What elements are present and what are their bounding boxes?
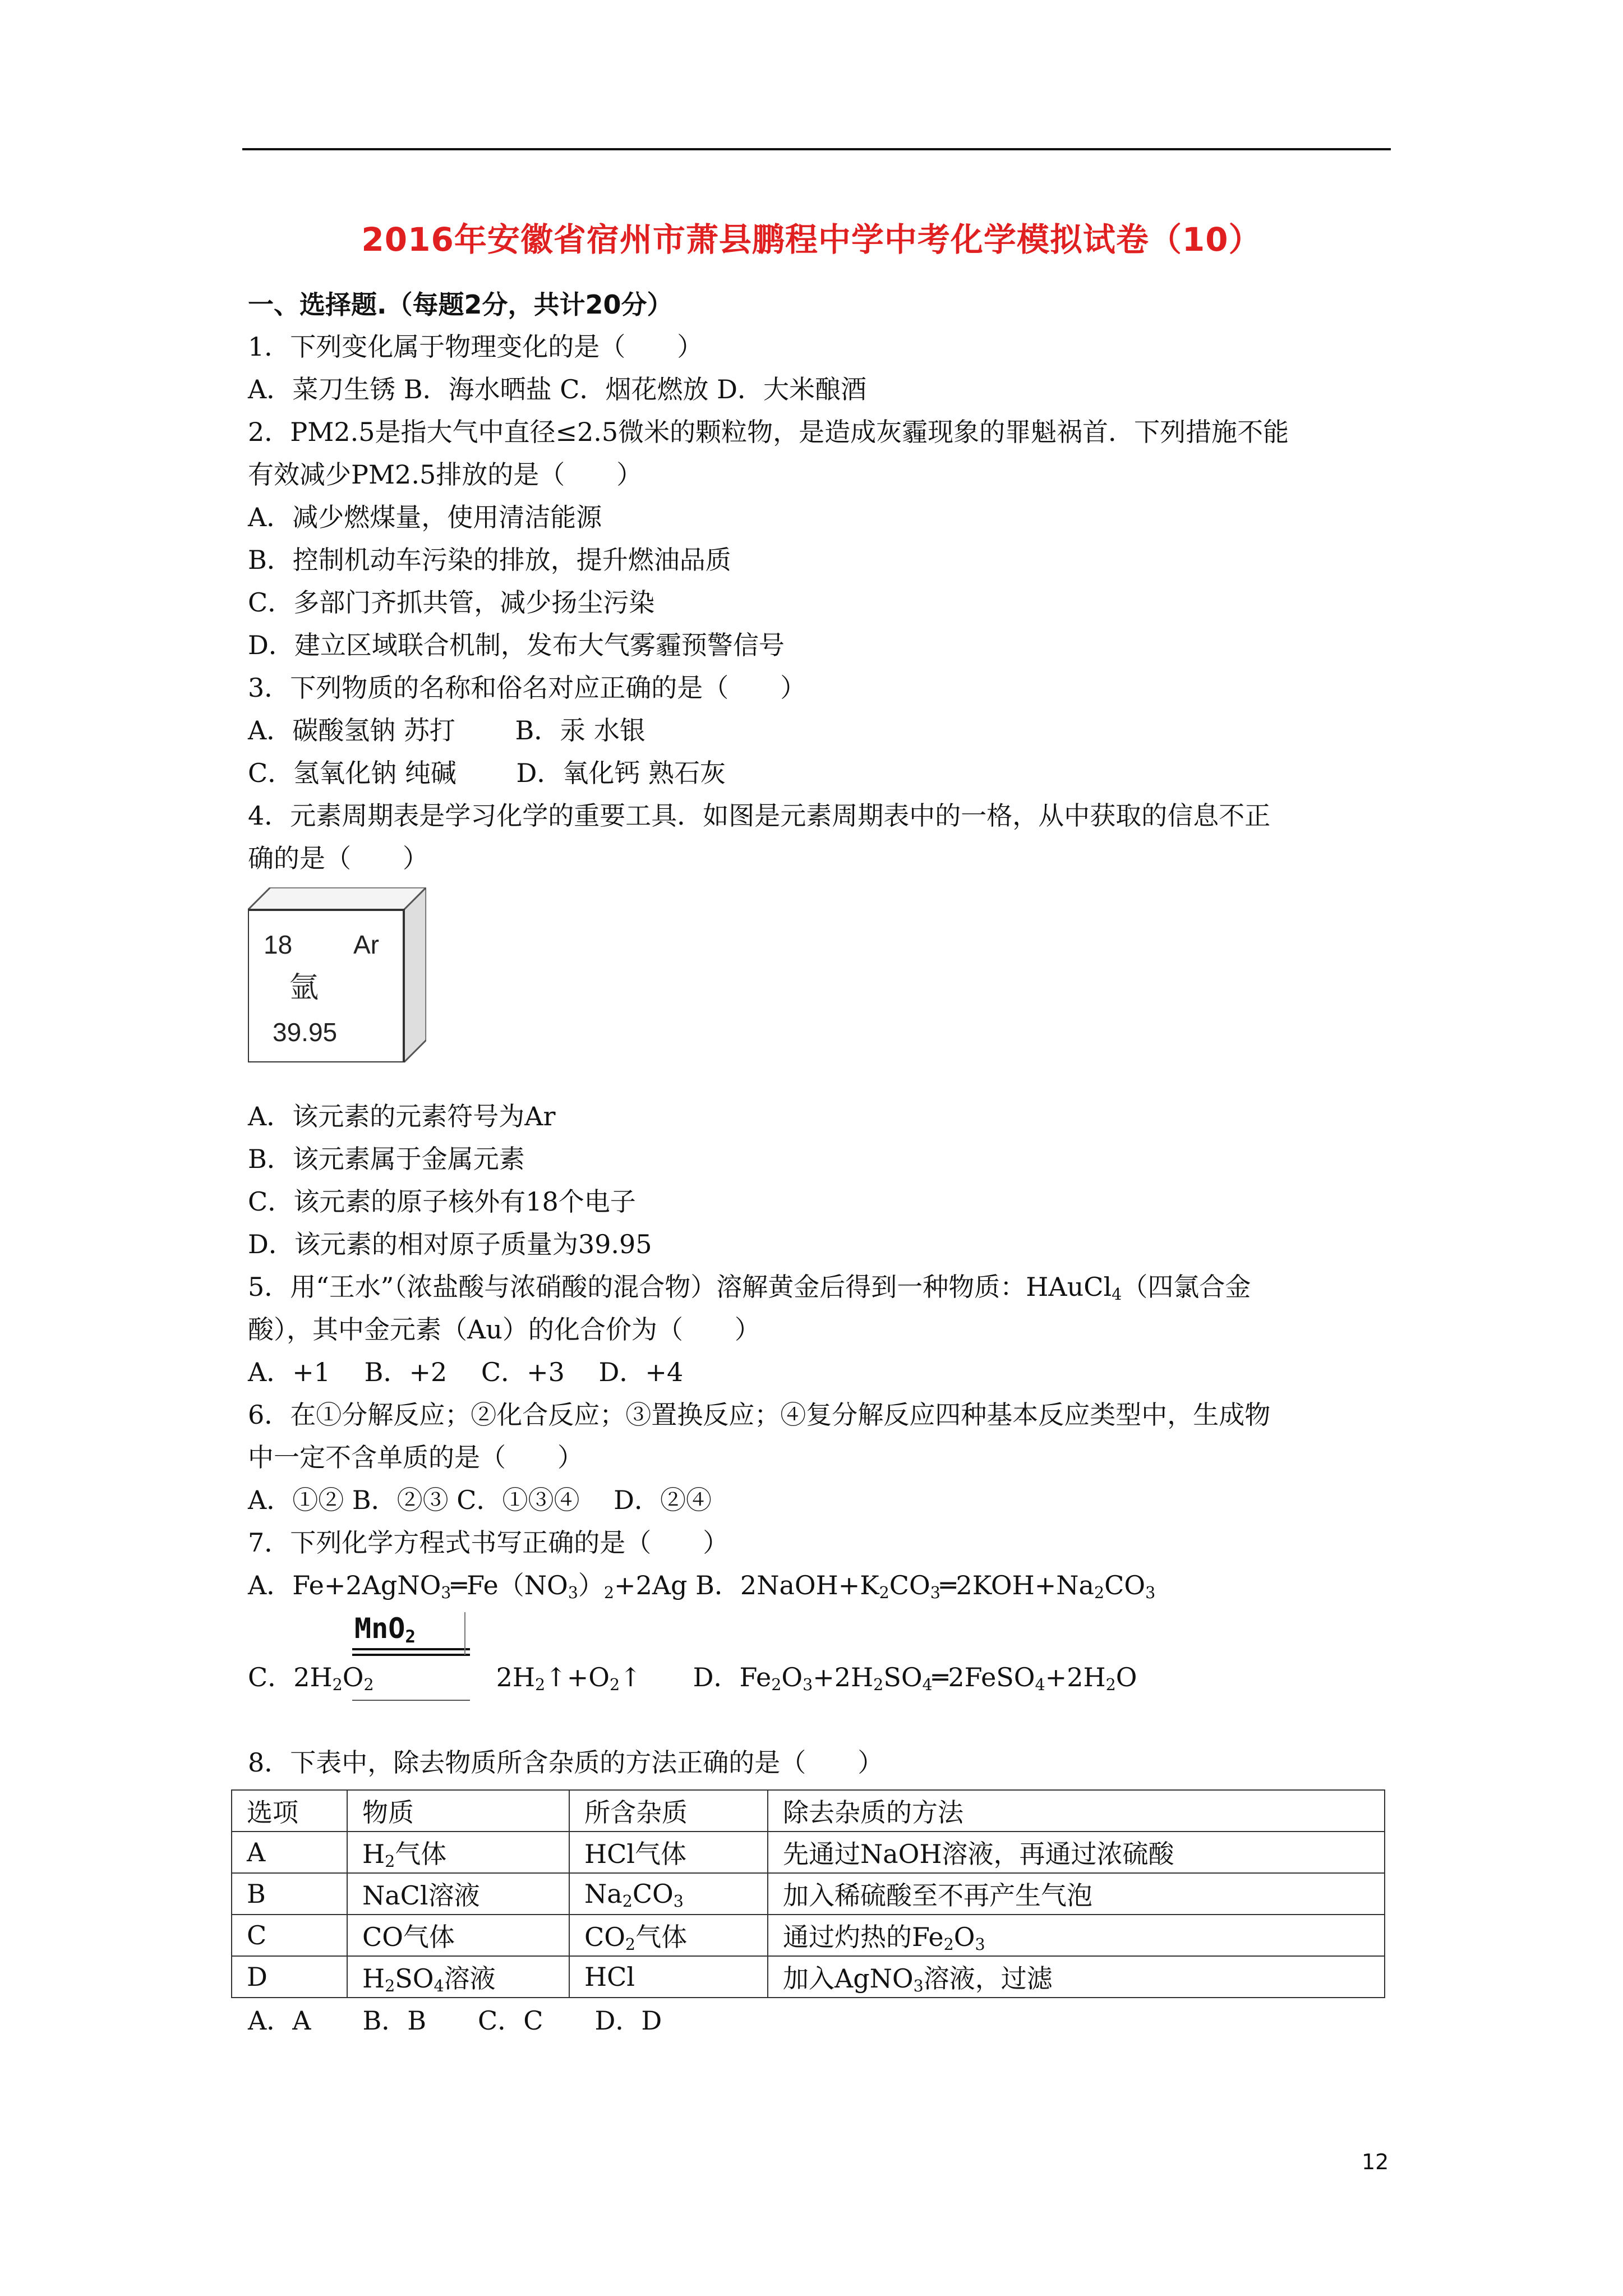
q8-options: A．A B．B C．C D．D <box>248 2005 662 2036</box>
table-row <box>232 1956 1385 1998</box>
q5-stem-line2: 酸），其中金元素（Au）的化合价为（ ） <box>248 1314 760 1345</box>
q6-options: A．①② B．②③ C．①③④ D．②④ <box>248 1485 712 1515</box>
q8-stem: 8．下表中，除去物质所含杂质的方法正确的是（ ） <box>248 1747 884 1778</box>
q4-stem-line2: 确的是（ ） <box>248 843 428 873</box>
table-cell: C <box>232 1915 347 1956</box>
table-header-cell: 所含杂质 <box>569 1790 768 1832</box>
table-cell: 加入AgNO$_3$溶液，过滤 <box>768 1956 1385 1998</box>
q6-stem-line1: 6．在①分解反应；②化合反应；③置换反应；④复分解反应四种基本反应类型中，生成物 <box>248 1400 1271 1430</box>
reaction-condition-frame <box>464 1612 465 1655</box>
q3-stem: 3．下列物质的名称和俗名对应正确的是（ ） <box>248 673 806 703</box>
table-cell: D <box>232 1956 347 1998</box>
q3-options-row1: A．碳酸氢钠 苏打 B．汞 水银 <box>248 715 645 746</box>
q5-stem-subscript: 4 <box>1112 1285 1122 1304</box>
q2-option-a: A．减少燃煤量，使用清洁能源 <box>248 502 602 532</box>
q2-stem-line1: 2．PM2.5是指大气中直径≤2.5微米的颗粒物，是造成灰霾现象的罪魁祸首．下列措施不能 <box>248 417 1289 447</box>
periodic-table-cell-figure <box>248 887 426 1062</box>
table-cell: NaCl溶液 <box>347 1873 569 1915</box>
header-rule <box>242 148 1391 150</box>
q5-options: A．+1 B．+2 C．+3 D．+4 <box>248 1357 684 1387</box>
table-cell: HCl <box>569 1956 768 1998</box>
q2-option-d: D．建立区域联合机制，发布大气雾霾预警信号 <box>248 630 785 660</box>
element-mass: 39.95 <box>273 1018 338 1047</box>
reaction-condition-underline <box>352 1700 470 1701</box>
element-number: 18 <box>264 930 293 959</box>
table-row <box>232 1915 1385 1956</box>
q4-option-c: C．该元素的原子核外有18个电子 <box>248 1186 636 1217</box>
q2-option-c: C．多部门齐抓共管，减少扬尘污染 <box>248 587 655 618</box>
q2-option-b: B．控制机动车污染的排放，提升燃油品质 <box>248 545 731 575</box>
q1-options: A．菜刀生锈 B．海水晒盐 C．烟花燃放 D．大米酿酒 <box>248 374 866 404</box>
q7-stem: 7．下列化学方程式书写正确的是（ ） <box>248 1527 729 1558</box>
reaction-condition-bar <box>352 1648 470 1650</box>
section-heading: 一、选择题.（每题2分，共计20分） <box>248 289 673 320</box>
q5-stem-line1 <box>248 1271 1251 1303</box>
table-row <box>232 1873 1385 1915</box>
q4-option-d: D．该元素的相对原子质量为39.95 <box>248 1229 652 1259</box>
table-header-row <box>232 1790 1385 1832</box>
table-cell: B <box>232 1873 347 1915</box>
q7-options-row1: A．$Fe+2AgNO_3═Fe(NO_3)_2+2Ag$ B．$2NaOH+K_2CO_3═2KOH+Na_2CO_3$ <box>248 1570 1156 1603</box>
q5-stem-text-a: 5．用“王水”（浓盐酸与浓硝酸的混合物）溶解黄金后得到一种物质：HAuCl <box>248 1272 1112 1302</box>
table-row <box>232 1832 1385 1873</box>
table-header-cell: 选项 <box>232 1790 347 1832</box>
q5-stem-text-b: （四氯合金 <box>1122 1272 1251 1302</box>
catalyst-label: MnO$_2$ <box>354 1612 416 1647</box>
q4-stem-line1: 4．元素周期表是学习化学的重要工具．如图是元素周期表中的一格，从中获取的信息不正 <box>248 800 1271 831</box>
table-cell: $H_2$气体 <box>347 1832 569 1873</box>
table-cell: HCl气体 <box>569 1832 768 1873</box>
exam-title: 2016年安徽省宿州市萧县鹏程中学中考化学模拟试卷（10） <box>361 220 1262 259</box>
q2-stem-line2: 有效减少PM2.5排放的是（ ） <box>248 459 643 490</box>
table-cell: $CO_2$气体 <box>569 1915 768 1956</box>
table-cell: $Na_2CO_3$ <box>569 1873 768 1915</box>
table-cell: $H_2SO_4$溶液 <box>347 1956 569 1998</box>
page-number: 12 <box>1362 2150 1389 2174</box>
element-symbol: Ar <box>353 930 379 959</box>
q7-options-row2: C．$2H_2O_2$ $2H_2↑+O_2↑$ D．$Fe_2O_3+2H_2SO_4═2FeSO_4+2H_2O$ <box>248 1662 1137 1695</box>
q4-option-b: B．该元素属于金属元素 <box>248 1144 525 1174</box>
table-cell: A <box>232 1832 347 1873</box>
q4-option-a: A．该元素的元素符号为Ar <box>248 1101 556 1131</box>
table-cell: 先通过NaOH溶液，再通过浓硫酸 <box>768 1832 1385 1873</box>
q3-options-row2: C．氢氧化钠 纯碱 D．氧化钙 熟石灰 <box>248 758 726 788</box>
reaction-condition-bar-lower <box>352 1654 470 1656</box>
q6-stem-line2: 中一定不含单质的是（ ） <box>248 1442 583 1473</box>
table-header-cell: 物质 <box>347 1790 569 1832</box>
table-cell: 通过灼热的$Fe_2O_3$ <box>768 1915 1385 1956</box>
q1-stem: 1．下列变化属于物理变化的是（ ） <box>248 332 703 362</box>
table-header-cell: 除去杂质的方法 <box>768 1790 1385 1832</box>
element-name: 氩 <box>289 971 319 1005</box>
table-cell: CO气体 <box>347 1915 569 1956</box>
impurity-removal-table <box>231 1789 1385 1998</box>
table-cell: 加入稀硫酸至不再产生气泡 <box>768 1873 1385 1915</box>
